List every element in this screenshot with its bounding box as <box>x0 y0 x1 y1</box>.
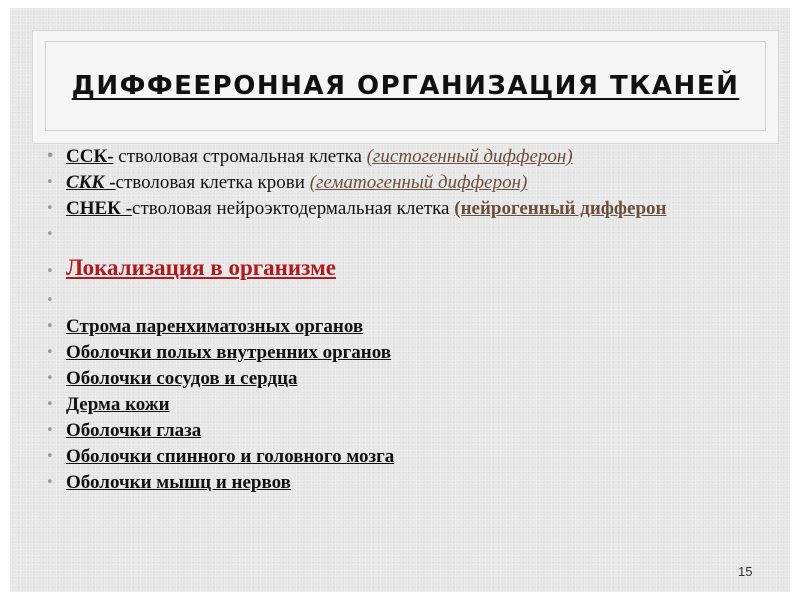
slide <box>10 8 790 592</box>
bullet-icon: • <box>46 423 54 438</box>
slide-title: ДИФФЕЕРОННАЯ ОРГАНИЗАЦИЯ ТКАНЕЙ <box>71 71 740 101</box>
bullet-icon: • <box>46 397 54 412</box>
list-item-location <box>46 316 726 338</box>
list-item-location <box>46 394 726 416</box>
location-text: Оболочки сосудов и сердца <box>66 368 298 389</box>
bullet-list <box>46 146 726 498</box>
location-text: Дерма кожи <box>66 394 170 415</box>
list-item-location <box>46 368 726 390</box>
list-item-location <box>46 342 726 364</box>
differon-label: (гистогенный дифферон) <box>366 146 573 167</box>
bullet-icon: • <box>46 345 54 360</box>
differon-label: (гематогенный дифферон) <box>309 172 528 193</box>
stem-cell-abbr: СКК - <box>66 172 116 193</box>
empty-list-item <box>46 290 726 312</box>
bullet-icon: • <box>46 227 54 242</box>
page-number: 15 <box>738 564 753 579</box>
location-text: Оболочки спинного и головного мозга <box>66 446 395 467</box>
list-item-location <box>46 446 726 468</box>
stem-cell-desc: стволовая нейроэктодермальная клетка <box>132 198 455 219</box>
stem-cell-abbr: ССК- <box>66 146 114 167</box>
title-frame <box>45 41 766 131</box>
stem-cell-desc: стволовая клетка крови <box>115 172 310 193</box>
bullet-icon: • <box>46 264 54 279</box>
localization-heading: Локализация в организме <box>66 255 336 280</box>
bullet-icon: • <box>46 371 54 386</box>
list-item-location <box>46 472 726 494</box>
list-item-heading <box>46 254 726 282</box>
bullet-icon: • <box>46 201 54 216</box>
title-box <box>32 30 779 144</box>
stem-cell-abbr: СНЕК - <box>66 198 133 219</box>
bullet-icon: • <box>46 449 54 464</box>
location-text: Оболочки глаза <box>66 420 202 441</box>
stem-cell-desc: стволовая стромальная клетка <box>113 146 367 167</box>
location-text: Оболочки полых внутренних органов <box>66 342 392 363</box>
bullet-icon: • <box>46 319 54 334</box>
location-text: Строма паренхиматозных органов <box>66 316 364 337</box>
location-text: Оболочки мышц и нервов <box>66 472 291 493</box>
list-item-ssk <box>46 146 726 168</box>
bullet-icon: • <box>46 293 54 308</box>
bullet-icon: • <box>46 175 54 190</box>
bullet-icon: • <box>46 149 55 164</box>
empty-list-item <box>46 224 726 246</box>
list-item-snek <box>46 198 726 220</box>
bullet-icon: • <box>46 475 54 490</box>
list-item-skk <box>46 172 726 194</box>
list-item-location <box>46 420 726 442</box>
differon-label: (нейрогенный дифферон <box>454 198 667 219</box>
